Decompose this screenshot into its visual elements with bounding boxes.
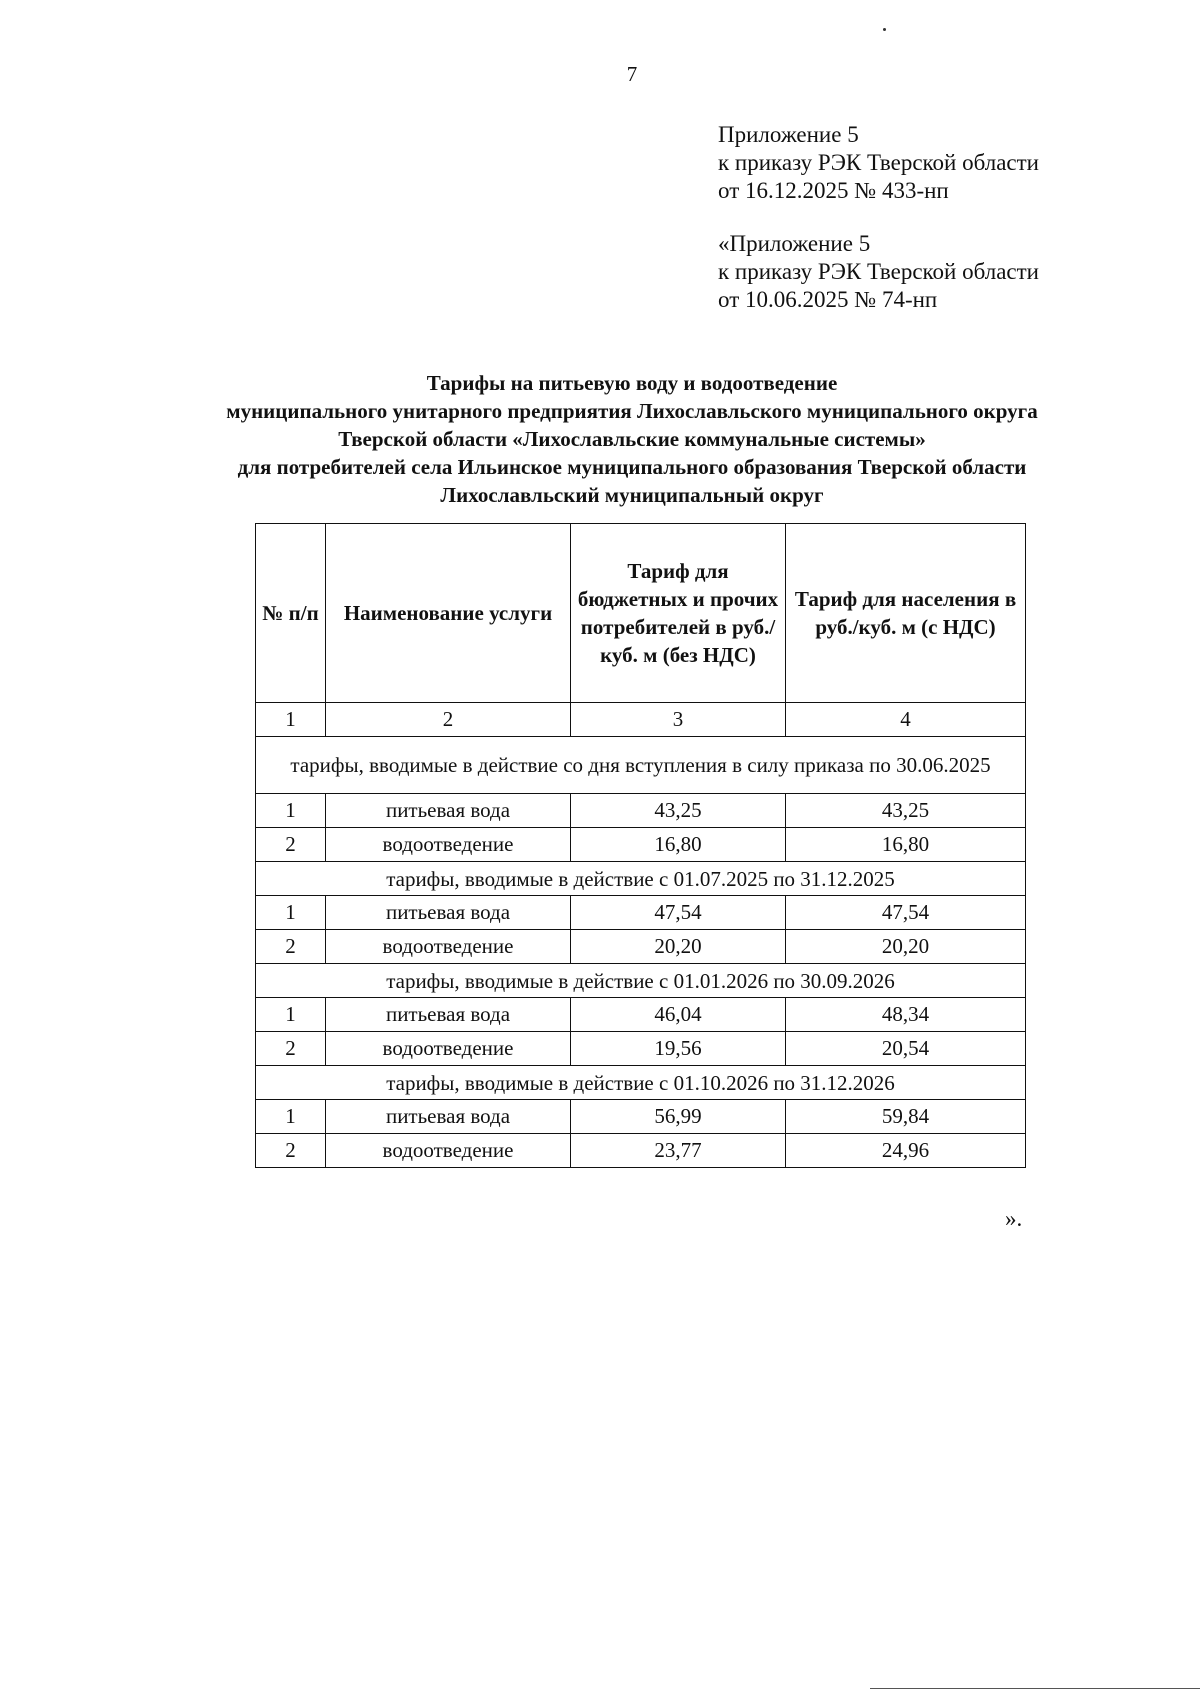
budget-tariff: 56,99 <box>571 1100 786 1134</box>
table-row <box>256 1032 1026 1066</box>
population-tariff: 43,25 <box>786 794 1026 828</box>
title-line: Тверской области «Лихославльские коммунальные системы» <box>338 427 926 451</box>
service-name: водоотведение <box>326 930 571 964</box>
appendix-line: от 16.12.2025 № 433-нп <box>718 178 949 203</box>
row-number: 1 <box>256 998 326 1032</box>
service-name: водоотведение <box>326 828 571 862</box>
page-number: 7 <box>626 62 638 86</box>
row-number: 2 <box>256 930 326 964</box>
table-row <box>256 828 1026 862</box>
population-tariff: 59,84 <box>786 1100 1026 1134</box>
title-line: Тарифы на питьевую воду и водоотведение <box>426 371 838 395</box>
column-header-service: Наименование услуги <box>326 524 571 703</box>
population-tariff: 20,20 <box>786 930 1026 964</box>
period-label: тарифы, вводимые в действие с 01.01.2026 по 30.09.2026 <box>256 964 1026 998</box>
row-number: 2 <box>256 1032 326 1066</box>
column-number: 1 <box>256 703 326 737</box>
table-row <box>256 1100 1026 1134</box>
table-row <box>256 1134 1026 1168</box>
table-row <box>256 930 1026 964</box>
table-header-row <box>256 524 1026 703</box>
column-header-population-tariff: Тариф для населения в руб./куб. м (с НДС) <box>786 524 1026 703</box>
population-tariff: 24,96 <box>786 1134 1026 1168</box>
budget-tariff: 23,77 <box>571 1134 786 1168</box>
tariff-table <box>255 523 1026 1168</box>
row-number: 1 <box>256 1100 326 1134</box>
budget-tariff: 43,25 <box>571 794 786 828</box>
column-number: 3 <box>571 703 786 737</box>
service-name: водоотведение <box>326 1134 571 1168</box>
table-row <box>256 998 1026 1032</box>
appendix-line: к приказу РЭК Тверской области <box>718 150 1039 175</box>
appendix-line: от 10.06.2025 № 74-нп <box>718 287 938 312</box>
row-number: 2 <box>256 828 326 862</box>
period-label: тарифы, вводимые в действие с 01.07.2025 по 31.12.2025 <box>256 862 1026 896</box>
budget-tariff: 46,04 <box>571 998 786 1032</box>
period-row <box>256 737 1026 794</box>
population-tariff: 48,34 <box>786 998 1026 1032</box>
appendix-reference-previous <box>718 230 1039 314</box>
table-row <box>256 794 1026 828</box>
table-row <box>256 896 1026 930</box>
budget-tariff: 16,80 <box>571 828 786 862</box>
period-row <box>256 964 1026 998</box>
column-number: 2 <box>326 703 571 737</box>
document-title <box>0 369 1200 509</box>
service-name: водоотведение <box>326 1032 571 1066</box>
budget-tariff: 19,56 <box>571 1032 786 1066</box>
population-tariff: 47,54 <box>786 896 1026 930</box>
row-number: 2 <box>256 1134 326 1168</box>
row-number: 1 <box>256 794 326 828</box>
title-line: Лихославльский муниципальный округ <box>440 483 824 507</box>
period-label: тарифы, вводимые в действие со дня вступления в силу приказа по 30.06.2025 <box>256 737 1026 794</box>
appendix-line: Приложение 5 <box>718 122 859 147</box>
column-header-number: № п/п <box>256 524 326 703</box>
footer-rule <box>870 1688 1200 1689</box>
budget-tariff: 47,54 <box>571 896 786 930</box>
population-tariff: 20,54 <box>786 1032 1026 1066</box>
column-number-row <box>256 703 1026 737</box>
row-number: 1 <box>256 896 326 930</box>
column-header-budget-tariff: Тариф для бюджетных и прочих потребителей в руб./куб. м (без НДС) <box>571 524 786 703</box>
closing-quote-mark: ». <box>1005 1206 1023 1231</box>
period-label: тарифы, вводимые в действие с 01.10.2026 по 31.12.2026 <box>256 1066 1026 1100</box>
scan-dot <box>883 28 886 31</box>
population-tariff: 16,80 <box>786 828 1026 862</box>
period-row <box>256 862 1026 896</box>
appendix-line: к приказу РЭК Тверской области <box>718 259 1039 284</box>
service-name: питьевая вода <box>326 1100 571 1134</box>
budget-tariff: 20,20 <box>571 930 786 964</box>
service-name: питьевая вода <box>326 998 571 1032</box>
service-name: питьевая вода <box>326 896 571 930</box>
column-number: 4 <box>786 703 1026 737</box>
period-row <box>256 1066 1026 1100</box>
service-name: питьевая вода <box>326 794 571 828</box>
title-line: муниципального унитарного предприятия Лихославльского муниципального округа <box>226 399 1038 423</box>
title-line: для потребителей села Ильинское муниципального образования Тверской области <box>237 455 1027 479</box>
appendix-line: «Приложение 5 <box>718 231 871 256</box>
appendix-reference-current <box>718 121 1039 205</box>
